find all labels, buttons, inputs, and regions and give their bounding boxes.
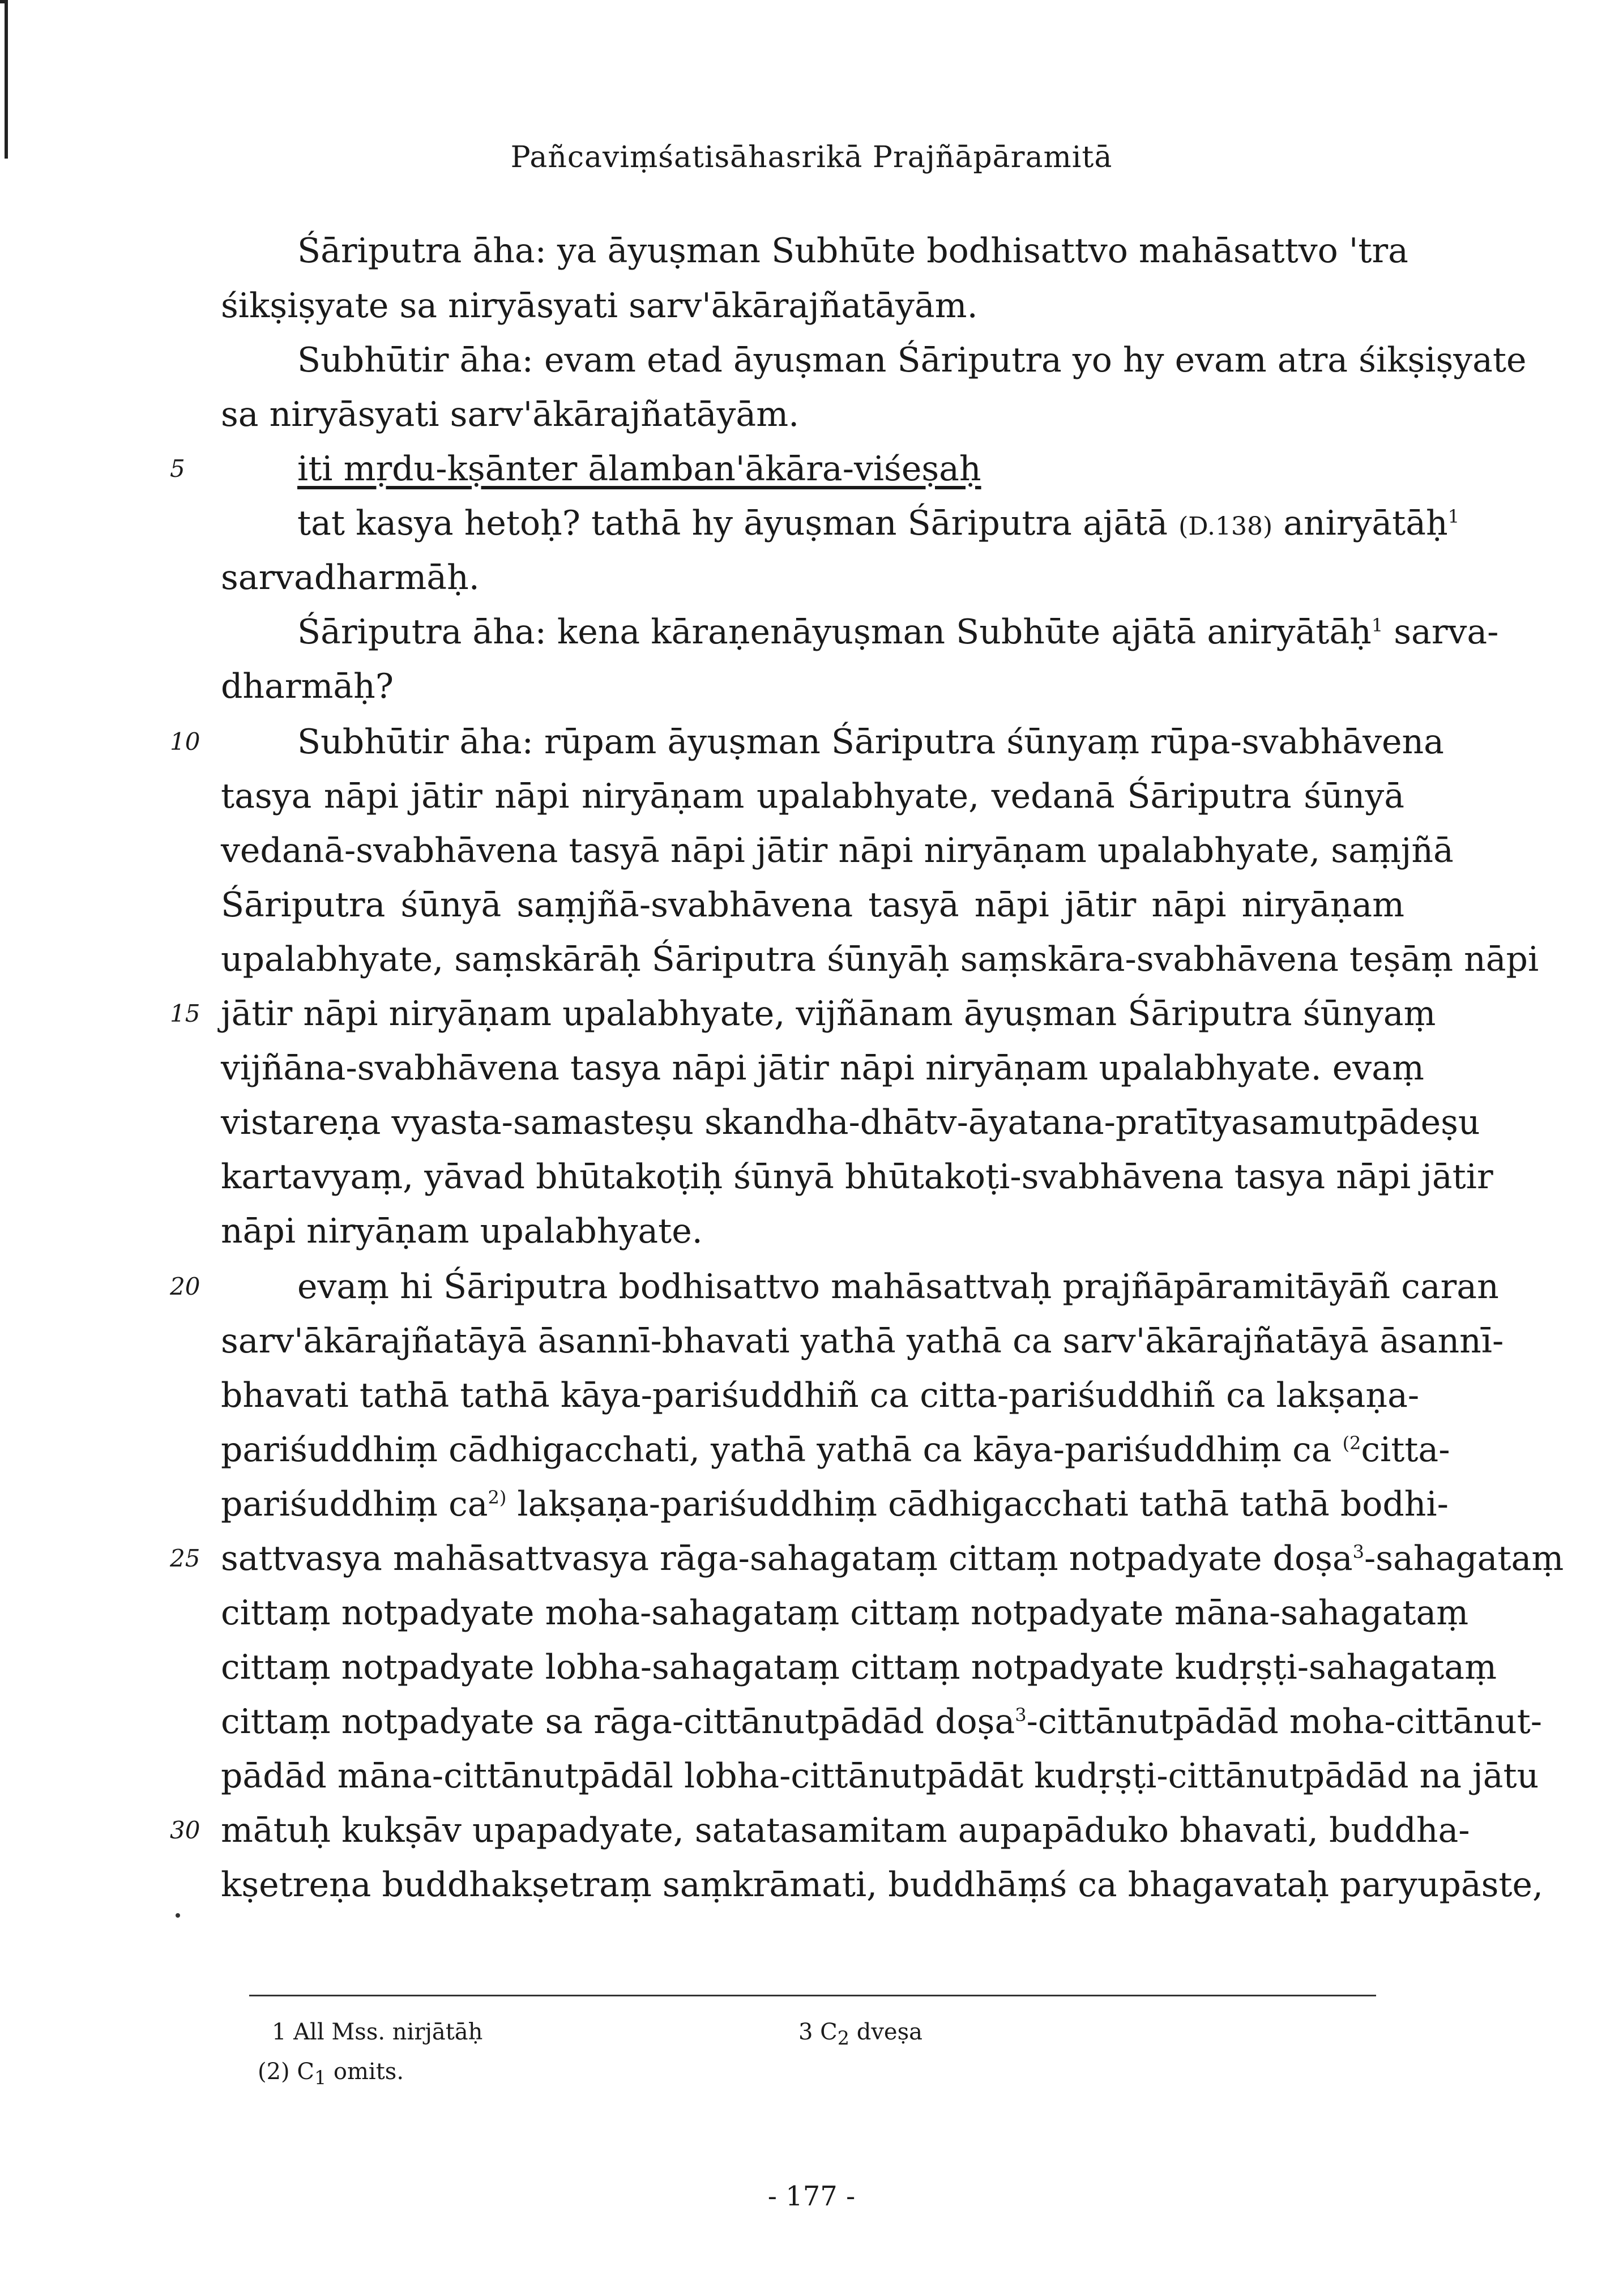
- line-number-25: 25: [170, 1544, 200, 1572]
- text-line-3: Subhūtir āha: evam etad āyuṣman Śāriputra yo hy evam atra śikṣiṣyate: [297, 340, 1527, 380]
- running-header: Pañcaviṃśatisāhasrikā Prajñāpāramitā: [510, 140, 1113, 174]
- line-number-10: 10: [170, 728, 200, 756]
- text-line-19: nāpi niryāṇam upalabhyate.: [221, 1211, 703, 1251]
- text-line-15: jātir nāpi niryāṇam upalabhyate, vijñānam āyuṣman Śāriputra śūnyaṃ: [221, 994, 1436, 1034]
- text-line-31: kṣetreṇa buddhakṣetraṃ saṃkrāmati, buddhāṃś ca bhagavataḥ paryupāste,: [221, 1865, 1544, 1905]
- footnote-marker: 1: [1371, 614, 1383, 636]
- text-line-21: sarv'ākārajñatāyā āsannī-bhavati yathā yathā ca sarv'ākārajñatāyā āsannī-: [221, 1321, 1504, 1361]
- text-line-10: Subhūtir āha: rūpam āyuṣman Śāriputra śūnyaṃ rūpa-svabhāvena: [297, 722, 1444, 762]
- text-line-24: pariśuddhiṃ $ca^{2)}$ lakṣaṇa-pariśuddhiṃ cādhigacchati tathā tathā bodhi-: [221, 1484, 1449, 1524]
- text-line-6: tat kasya hetoḥ? tathā hy āyuṣman Śāriputra ajātā (D.138) aniryātāḥ$^1$: [297, 503, 1460, 543]
- line-number-20: 20: [170, 1273, 200, 1300]
- text-line-30: mātuḥ kukṣāv upapadyate, satatasamitam aupapāduko bhavati, buddha-: [221, 1811, 1470, 1850]
- footnote-marker: (2: [1342, 1432, 1361, 1454]
- edition-ref: (D.138): [1178, 512, 1273, 541]
- text-line-17: vistareṇa vyasta-samasteṣu skandha-dhātv-āyatana-pratītyasamutpādeṣu: [221, 1103, 1480, 1142]
- footnote-marker: 3: [1352, 1541, 1364, 1563]
- line-number-5: 5: [170, 455, 185, 483]
- footnote-2: (2) $C_1$ omits.: [258, 2059, 404, 2089]
- text-line-1: Śāriputra āha: ya āyuṣman Subhūte bodhisattvo mahāsattvo 'tra: [297, 231, 1408, 271]
- text-line-28: cittaṃ notpadyate sa rāga-cittānutpādād doṣa$^3$-cittānutpādād moha-cittānut-: [221, 1702, 1543, 1742]
- scan-speck: [176, 1913, 180, 1918]
- text-line-23: pariśuddhiṃ cādhigacchati, yathā yathā ca kāya-pariśuddhiṃ ca $^{(2}$citta-: [221, 1430, 1450, 1470]
- footnote-marker: 2): [488, 1487, 507, 1508]
- text-line-9: dharmāḥ?: [221, 667, 394, 706]
- text-line-20: evaṃ hi Śāriputra bodhisattvo mahāsattvaḥ prajñāpāramitāyāñ caran: [297, 1267, 1499, 1307]
- text-line-5: iti mṛdu-kṣānter ālamban'ākāra-viśeṣaḥ: [297, 449, 981, 489]
- text-line-25: sattvasya mahāsattvasya rāga-sahagataṃ cittaṃ notpadyate doṣa$^3$-sahagataṃ: [221, 1539, 1564, 1578]
- scan-corner-mark: [0, 0, 8, 159]
- text-line-16: vijñāna-svabhāvena tasya nāpi jātir nāpi niryāṇam upalabhyate. evaṃ: [221, 1048, 1424, 1088]
- footnote-rule: [249, 1995, 1376, 1996]
- text-line-29: pādād māna-cittānutpādāl lobha-cittānutpādāt kudṛṣṭi-cittānutpādād na jātu: [221, 1756, 1539, 1796]
- footnote-marker: 3: [1015, 1704, 1027, 1726]
- text-line-7: sarvadharmāḥ.: [221, 558, 480, 598]
- line-number-15: 15: [170, 1000, 200, 1027]
- text-line-13: Śāriputra śūnyā saṃjñā-svabhāvena tasyā nāpi jātir nāpi niryāṇam: [221, 885, 1404, 925]
- line-number-30: 30: [170, 1816, 200, 1844]
- text-line-14: upalabhyate, saṃskārāḥ Śāriputra śūnyāḥ saṃskāra-svabhāvena teṣāṃ nāpi: [221, 940, 1539, 979]
- text-line-26: cittaṃ notpadyate moha-sahagataṃ cittaṃ notpadyate māna-sahagataṃ: [221, 1593, 1469, 1633]
- text-line-18: kartavyaṃ, yāvad bhūtakoṭiḥ śūnyā bhūtakoṭi-svabhāvena tasya nāpi jātir: [221, 1157, 1493, 1197]
- page-number: - 177 -: [767, 2180, 856, 2212]
- text-line-2: śikṣiṣyate sa niryāsyati sarv'ākārajñatāyām.: [221, 286, 978, 326]
- text-line-4: sa niryāsyati sarv'ākārajñatāyām.: [221, 395, 800, 434]
- text-line-12: vedanā-svabhāvena tasyā nāpi jātir nāpi niryāṇam upalabhyate, saṃjñā: [221, 831, 1454, 870]
- text-line-27: cittaṃ notpadyate lobha-sahagataṃ cittaṃ notpadyate kudṛṣṭi-sahagataṃ: [221, 1648, 1497, 1687]
- text-line-8: Śāriputra āha: kena kāraṇenāyuṣman Subhūte ajātā aniryātāḥ$^1$ sarva-: [297, 612, 1499, 652]
- text-line-22: bhavati tathā tathā kāya-pariśuddhiñ ca citta-pariśuddhiñ ca lakṣaṇa-: [221, 1376, 1420, 1415]
- footnote-3: 3 $C_2$ dveṣa: [798, 2019, 922, 2049]
- text-line-11: tasya nāpi jātir nāpi niryāṇam upalabhyate, vedanā Śāriputra śūnyā: [221, 776, 1404, 816]
- footnote-marker: 1: [1447, 506, 1460, 527]
- footnote-1: 1 All Mss. nirjātāḥ: [272, 2019, 483, 2045]
